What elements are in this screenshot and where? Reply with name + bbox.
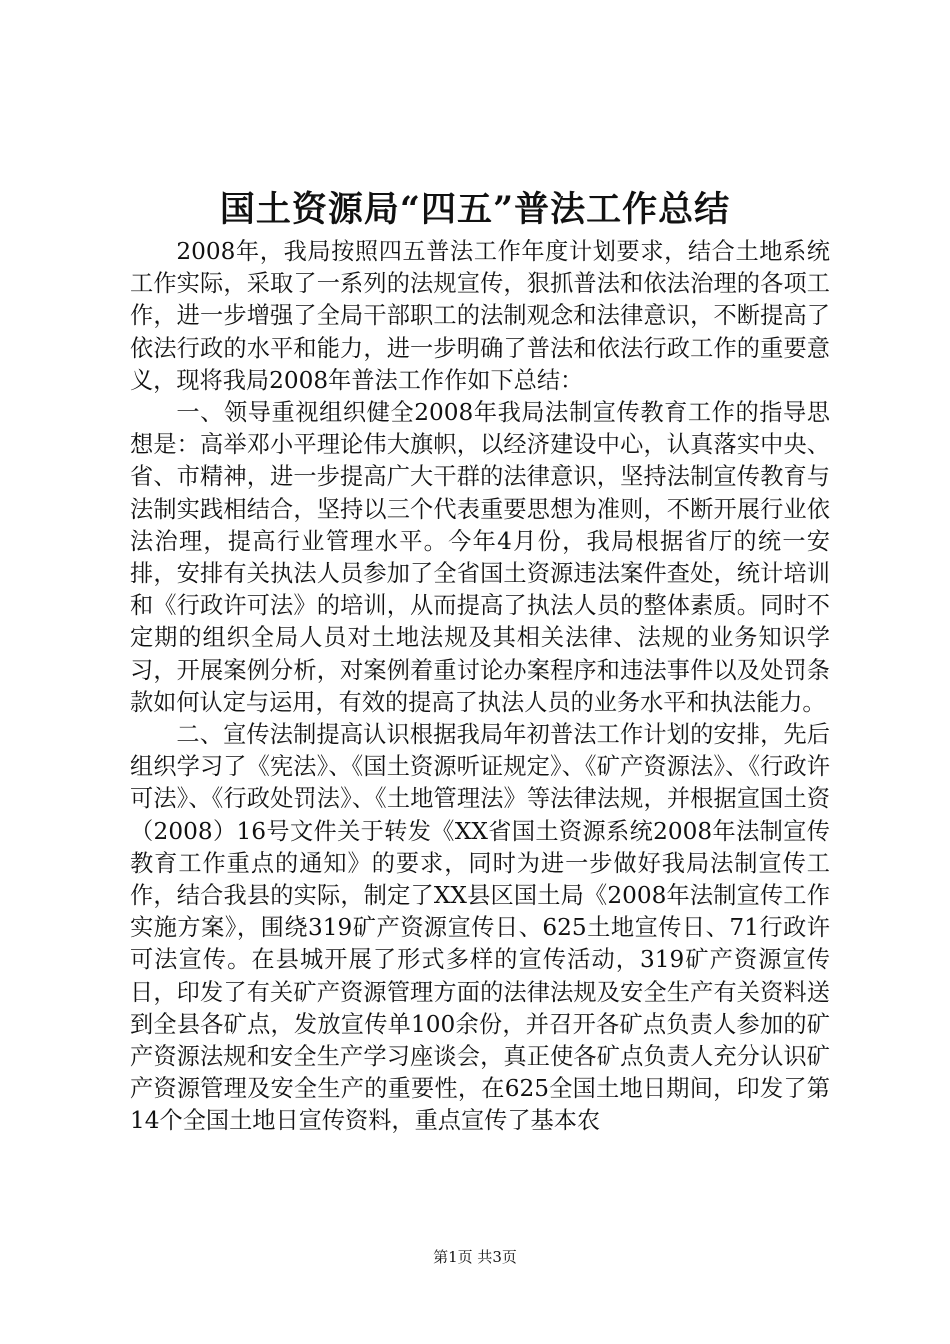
paragraph-intro: 2008年，我局按照四五普法工作年度计划要求，结合土地系统工作实际，采取了一系列的法规宣传，狠抓普法和依法治理的各项工作，进一步增强了全局干部职工的法制观念和法律意识，不断提高了依法行政的水平和能力，进一步明确了普法和依法行政工作的重要意义，现将我局2008年普法工作作如下总结： [130,238,830,394]
paragraph-section-1: 一、领导重视组织健全2008年我局法制宣传教育工作的指导思想是：高举邓小平理论伟大旗帜，以经济建设中心，认真落实中央、省、市精神，进一步提高广大干群的法律意识，坚持法制宣传教育与法制实践相结合，坚持以三个代表重要思想为准则，不断开展行业依法治理，提高行业管理水平。今年4月份，我局根据省厅的统一安排，安排有关执法人员参加了全省国土资源违法案件查处，统计培训和《行政许可法》的培训，从而提高了执法人员的整体素质。同时不定期的组织全局人员对土地法规及其相关法律、法规的业务知识学习，开展案例分析，对案例着重讨论办案程序和违法事件以及处罚条款如何认定与运用，有效的提高了执法人员的业务水平和执法能力。 [130,399,830,716]
document-title: 国土资源局“四五”普法工作总结 [219,189,731,230]
paragraph-section-2: 二、宣传法制提高认识根据我局年初普法工作计划的安排，先后组织学习了《宪法》、《国土资源听证规定》、《矿产资源法》、《行政许可法》、《行政处罚法》、《土地管理法》等法律法规，并根据宣国土资（2008）16号文件关于转发《XX省国土资源系统2008年法制宣传教育工作重点的通知》的要求，同时为进一步做好我局法制宣传工作，结合我县的实际，制定了XX县区国土局《2008年法制宣传工作实施方案》，围绕319矿产资源宣传日、625土地宣传日、71行政许可法宣传。在县城开展了形式多样的宣传活动，319矿产资源宣传日，印发了有关矿产资源管理方面的法律法规及安全生产有关资料送到全县各矿点，发放宣传单100余份，并召开各矿点负责人参加的矿产资源法规和安全生产学习座谈会，真正使各矿点负责人充分认识矿产资源管理及安全生产的重要性，在625全国土地日期间，印发了第14个全国土地日宣传资料，重点宣传了基本农 [130,721,830,1135]
document-body [130,236,830,1138]
page-number-footer: 第1页 共3页 [433,1248,517,1266]
